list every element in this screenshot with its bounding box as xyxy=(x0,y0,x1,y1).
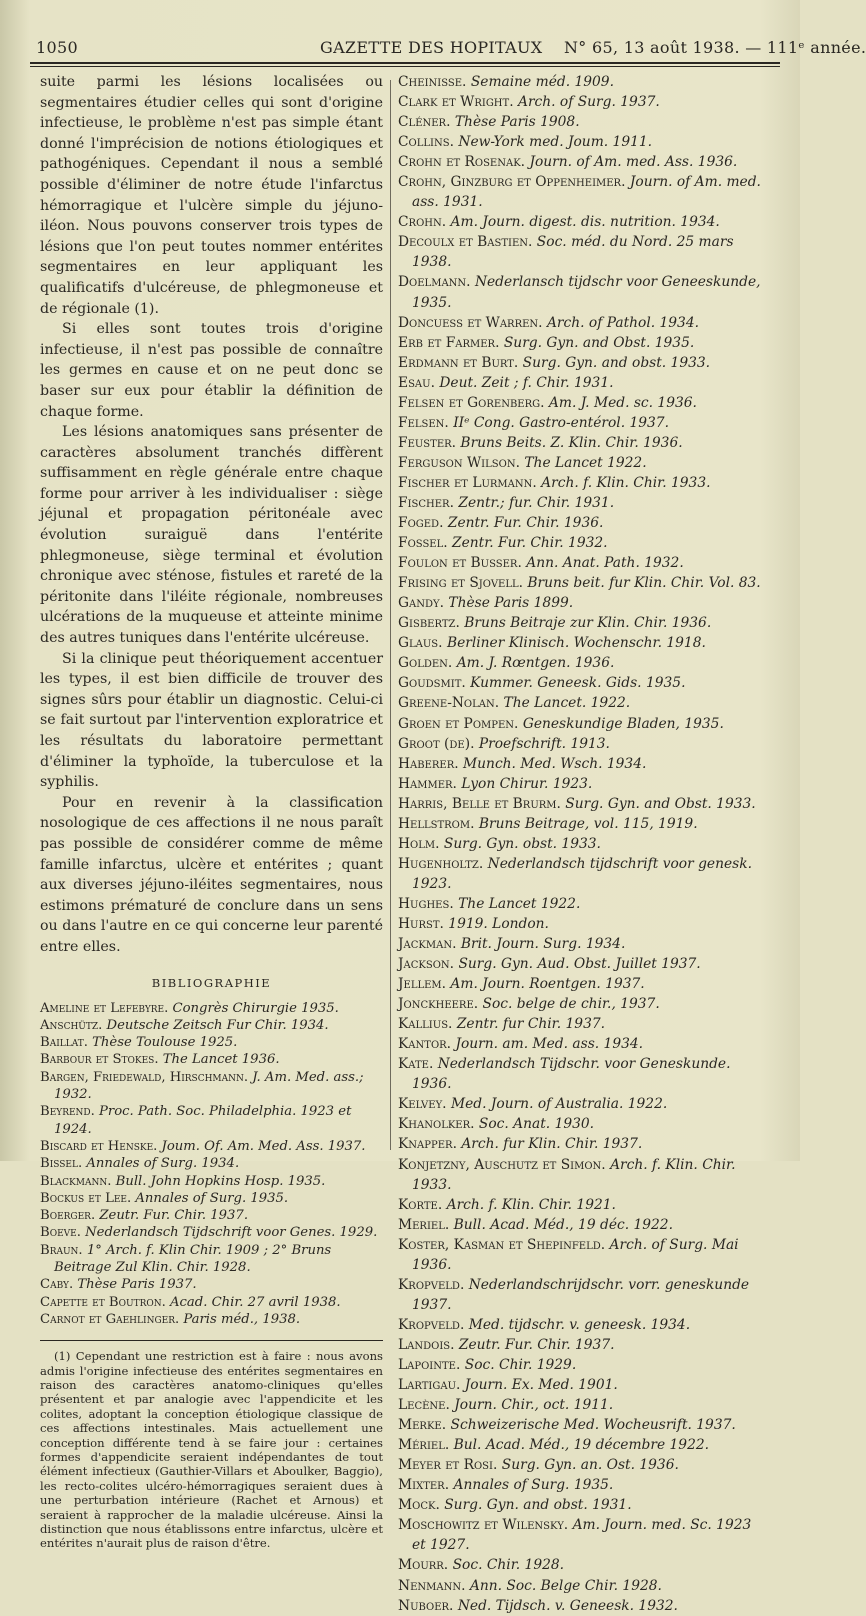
reference-entry xyxy=(398,573,768,593)
page-number: 1050 xyxy=(36,38,78,57)
reference-source: Arch. of Surg. Mai 1936. xyxy=(412,1236,739,1273)
reference-entry xyxy=(40,1294,383,1311)
reference-authors: Lecène. xyxy=(398,1397,450,1414)
reference-authors: Fossel. xyxy=(398,535,448,552)
reference-entry xyxy=(398,453,768,473)
reference-entry xyxy=(398,754,768,774)
reference-source: Surg. Gyn. Aud. Obst. Juillet 1937. xyxy=(454,956,701,973)
reference-source: Bruns Beitrage, vol. 115, 1919. xyxy=(474,815,698,832)
reference-entry xyxy=(398,132,768,152)
reference-source: Munch. Med. Wsch. 1934. xyxy=(458,755,647,772)
reference-source: Arch. of Surg. 1937. xyxy=(513,94,660,111)
reference-entry xyxy=(40,1034,383,1051)
reference-entry xyxy=(398,1094,768,1114)
reference-authors: Moschowitz et Wilensky. xyxy=(398,1517,569,1534)
reference-source: Ann. Anat. Path. 1932. xyxy=(521,555,684,572)
reference-authors: Cheinisse. xyxy=(398,74,467,90)
reference-source: J. Am. Med. ass.; 1932. xyxy=(54,1069,364,1103)
reference-source: Nederlansch tijdschr voor Geneeskunde, 1935. xyxy=(412,274,761,311)
reference-entry xyxy=(398,794,768,814)
reference-authors: Lapointe. xyxy=(398,1357,461,1373)
reference-source: Zeutr. Fur. Chir. 1937. xyxy=(95,1208,249,1224)
issue-info: N° 65, 13 août 1938. — 111ᵉ année. xyxy=(564,38,866,57)
reference-entry xyxy=(398,774,768,794)
reference-authors: Mériel. xyxy=(398,1437,450,1454)
reference-entry xyxy=(398,313,768,333)
reference-entry xyxy=(398,1134,768,1154)
reference-authors: Beyrend. xyxy=(40,1104,95,1120)
reference-entry xyxy=(398,1034,768,1054)
reference-entry xyxy=(398,693,768,713)
reference-authors: Merke. xyxy=(398,1417,447,1434)
reference-authors: Doelmann. xyxy=(398,274,471,291)
reference-entry xyxy=(398,1596,768,1616)
reference-authors: Groen et Pompen. xyxy=(398,715,519,732)
reference-authors: Clark et Wright. xyxy=(398,94,514,111)
reference-authors: Nenmann. xyxy=(398,1577,466,1594)
reference-source: Arch. f. Klin. Chir. 1933. xyxy=(536,474,711,491)
reference-source: Brit. Journ. Surg. 1934. xyxy=(456,936,626,953)
reference-source: Deutsche Zeitsch Fur Chir. 1934. xyxy=(102,1017,329,1033)
reference-entry xyxy=(398,232,768,272)
reference-entry xyxy=(40,1051,383,1068)
reference-source: Lyon Chirur. 1923. xyxy=(456,775,593,792)
body-paragraph: suite parmi les lésions localisées ou segmentaires étudier celles qui sont d'origine infectieuse, le problème n'est pas simple étant donné l'imprécision de notions étiologiques et pathogéniques. Cependant il nous a semblé possible d'éliminer de notre étude l'infarctus hémorragique et l'ulcère simple du jéjuno-iléon. Nous pouvons conserver trois types de lésions que l'on peut toutes nommer entérites segmentaires en leur appliquant les qualificatifs d'ulcéreuse, de phlegmoneuse et de régionale (1). xyxy=(40,74,383,317)
reference-authors: Feuster. xyxy=(398,434,457,451)
reference-source: Semaine méd. 1909. xyxy=(466,74,614,90)
reference-source: The Lancet 1922. xyxy=(519,454,647,471)
reference-entry xyxy=(398,954,768,974)
reference-source: Berliner Klinisch. Wochenschr. 1918. xyxy=(442,635,706,652)
reference-authors: Boeve. xyxy=(40,1225,81,1241)
reference-entry xyxy=(398,353,768,373)
body-paragraph: Si la clinique peut théoriquement accentuer les types, il est bien difficile de trouver des signes sûrs pour établir un diagnostic. Celui-ci se fait surtout par l'intervention exploratrice et les résultats du laboratoire permettant d'éliminer la typhoïde, la tuberculose et la syphilis. xyxy=(40,650,383,791)
reference-entry xyxy=(40,1242,383,1277)
reference-entry xyxy=(398,814,768,834)
reference-source: Joum. Of. Am. Med. Ass. 1937. xyxy=(157,1138,366,1154)
reference-authors: Felsen. xyxy=(398,414,449,431)
reference-entry xyxy=(398,413,768,433)
reference-authors: Erdmann et Burt. xyxy=(398,354,519,371)
reference-authors: Hurst. xyxy=(398,915,444,932)
reference-entry xyxy=(398,513,768,533)
reference-source: Ned. Tijdsch. v. Geneesk. 1932. xyxy=(453,1597,678,1614)
reference-authors: Korte. xyxy=(398,1196,443,1213)
reference-authors: Esau. xyxy=(398,374,435,391)
reference-entry xyxy=(398,1515,768,1555)
reference-source: Surg. Gyn. an. Ost. 1936. xyxy=(497,1457,679,1474)
reference-entry xyxy=(398,1114,768,1134)
bibliography-list-right xyxy=(398,72,768,1616)
column-divider xyxy=(390,80,391,1150)
reference-source: Thèse Paris 1908. xyxy=(450,114,580,131)
reference-authors: Hughes. xyxy=(398,895,454,912)
reference-source: Proefschrift. 1913. xyxy=(474,735,610,752)
reference-source: 1919. London. xyxy=(443,915,549,932)
reference-authors: Foulon et Busser. xyxy=(398,555,522,572)
reference-entry xyxy=(398,914,768,934)
reference-entry xyxy=(398,593,768,613)
reference-source: Surg. Gyn. and Obst. 1933. xyxy=(560,795,756,812)
reference-authors: Crohn et Rosenak. xyxy=(398,154,526,171)
reference-source: Surg. Gyn. and obst. 1931. xyxy=(439,1497,632,1514)
reference-source: Kummer. Geneesk. Gids. 1935. xyxy=(465,675,686,692)
reference-authors: Nuboer. xyxy=(398,1597,454,1614)
reference-authors: Kate. xyxy=(398,1056,434,1073)
reference-source: The Lancet. 1922. xyxy=(499,695,631,712)
reference-authors: Decoulx et Bastien. xyxy=(398,234,533,251)
reference-entry xyxy=(398,1475,768,1495)
reference-authors: Erb et Farmer. xyxy=(398,334,500,351)
reference-authors: Baillat. xyxy=(40,1035,88,1051)
reference-source: Bul. Acad. Méd., 19 décembre 1922. xyxy=(449,1437,710,1454)
reference-authors: Jackman. xyxy=(398,936,457,953)
reference-entry xyxy=(40,1224,383,1241)
right-column xyxy=(398,72,768,1616)
reference-authors: Anschütz. xyxy=(40,1017,103,1033)
reference-entry xyxy=(398,373,768,393)
reference-source: Bruns Beitraje zur Klin. Chir. 1936. xyxy=(459,615,712,632)
reference-entry xyxy=(40,1069,383,1104)
reference-entry xyxy=(398,272,768,312)
reference-entry xyxy=(398,92,768,112)
reference-source: Proc. Path. Soc. Philadelphia. 1923 et 1924. xyxy=(54,1104,352,1137)
reference-authors: Braun. xyxy=(40,1242,83,1258)
reference-entry xyxy=(398,854,768,894)
reference-source: Arch. f. Klin. Chir. 1921. xyxy=(442,1196,616,1213)
reference-source: Ann. Soc. Belge Chir. 1928. xyxy=(465,1577,662,1594)
reference-authors: Gisbertz. xyxy=(398,615,460,632)
reference-authors: Carnot et Gaehlinger. xyxy=(40,1311,180,1327)
reference-source: Nederlandsch Tijdschrift voor Genes. 1929. xyxy=(80,1225,378,1241)
reference-entry xyxy=(398,714,768,734)
reference-entry xyxy=(398,1275,768,1315)
reference-authors: Kropveld. xyxy=(398,1316,465,1333)
reference-entry xyxy=(40,1017,383,1034)
reference-source: Am. J. Rœntgen. 1936. xyxy=(452,655,615,672)
reference-authors: Jonckheere. xyxy=(398,996,479,1013)
reference-source: The Lancet 1936. xyxy=(158,1052,280,1068)
header-rule-thin xyxy=(30,66,780,67)
reference-authors: Doncuess et Warren. xyxy=(398,314,543,331)
reference-authors: Crohn. xyxy=(398,214,447,231)
reference-entry xyxy=(398,1555,768,1575)
reference-source: Thèse Toulouse 1925. xyxy=(87,1035,238,1051)
reference-authors: Gandy. xyxy=(398,595,444,612)
footnote-rule xyxy=(40,1340,383,1341)
reference-entry xyxy=(398,1155,768,1195)
reference-authors: Foged. xyxy=(398,515,444,532)
reference-source: Annales of Surg. 1935. xyxy=(131,1190,289,1206)
reference-entry xyxy=(398,633,768,653)
reference-source: Soc. Anat. 1930. xyxy=(474,1116,595,1133)
reference-entry xyxy=(40,1000,383,1017)
reference-source: Bruns beit. fur Klin. Chir. Vol. 83. xyxy=(523,575,761,592)
reference-source: Med. tijdschr. v. geneesk. 1934. xyxy=(464,1316,691,1333)
reference-authors: Caby. xyxy=(40,1277,74,1293)
reference-source: Arch. f. Klin. Chir. 1933. xyxy=(412,1156,736,1193)
reference-source: Soc. méd. du Nord. 25 mars 1938. xyxy=(412,234,734,271)
reference-authors: Meyer et Rosi. xyxy=(398,1457,498,1474)
reference-entry xyxy=(398,433,768,453)
reference-source: Annales of Surg. 1934. xyxy=(82,1156,240,1172)
reference-authors: Ameline et Lefebyre. xyxy=(40,1000,169,1016)
reference-source: Journ. Chir., oct. 1911. xyxy=(449,1397,614,1414)
reference-source: Surg. Gyn. and obst. 1933. xyxy=(518,354,711,371)
reference-entry xyxy=(398,533,768,553)
reference-authors: Boerger. xyxy=(40,1208,96,1224)
reference-authors: Bissel. xyxy=(40,1156,83,1172)
reference-authors: Konjetzny, Auschutz et Simon. xyxy=(398,1156,606,1173)
reference-entry xyxy=(398,1355,768,1375)
reference-entry xyxy=(40,1276,383,1293)
reference-source: Zentr. Fur. Chir. 1936. xyxy=(443,515,604,532)
journal-title: GAZETTE DES HOPITAUX xyxy=(320,38,543,57)
reference-source: Soc. Chir. 1928. xyxy=(448,1557,565,1574)
header-rule xyxy=(30,62,780,64)
reference-source: The Lancet 1922. xyxy=(453,895,581,912)
reference-authors: Kantor. xyxy=(398,1036,452,1053)
reference-authors: Greene-Nolan. xyxy=(398,695,500,712)
reference-authors: Mock. xyxy=(398,1497,440,1514)
reference-source: Journ. of Am. med. ass. 1931. xyxy=(412,174,761,211)
reference-entry xyxy=(398,1235,768,1275)
reference-source: Surg. Gyn. and Obst. 1935. xyxy=(499,334,695,351)
reference-authors: Koster, Kasman et Shepinfeld. xyxy=(398,1236,606,1253)
reference-source: Nederlandsch Tijdschr. voor Geneskunde. 1936. xyxy=(412,1056,731,1093)
reference-source: Bull. Acad. Méd., 19 déc. 1922. xyxy=(449,1216,673,1233)
reference-authors: Fischer. xyxy=(398,494,454,511)
reference-source: Zentr.; fur. Chir. 1931. xyxy=(453,494,615,511)
reference-entry xyxy=(398,1375,768,1395)
reference-source: 1° Arch. f. Klin Chir. 1909 ; 2° Bruns Beitrage Zul Klin. Chir. 1928. xyxy=(54,1242,332,1275)
reference-entry xyxy=(40,1207,383,1224)
reference-authors: Felsen et Gorenberg. xyxy=(398,394,545,411)
reference-source: Am. Journ. digest. dis. nutrition. 1934. xyxy=(446,214,720,231)
reference-entry xyxy=(398,1054,768,1094)
reference-source: Soc. belge de chir., 1937. xyxy=(478,996,660,1013)
reference-authors: Kropveld. xyxy=(398,1276,465,1293)
reference-source: Schweizerische Med. Wocheusrift. 1937. xyxy=(446,1417,736,1434)
reference-source: Bull. John Hopkins Hosp. 1935. xyxy=(111,1173,326,1189)
reference-authors: Knapper. xyxy=(398,1136,457,1153)
reference-authors: Hellstrom. xyxy=(398,815,475,832)
reference-source: Am. J. Med. sc. 1936. xyxy=(544,394,697,411)
reference-source: Deut. Zeit ; f. Chir. 1931. xyxy=(434,374,614,391)
reference-entry xyxy=(398,994,768,1014)
reference-source: Soc. Chir. 1929. xyxy=(460,1357,577,1373)
reference-authors: Golden. xyxy=(398,655,453,672)
reference-source: Zentr. fur Chir. 1937. xyxy=(452,1016,606,1033)
reference-entry xyxy=(398,673,768,693)
reference-entry xyxy=(398,653,768,673)
reference-authors: Goudsmit. xyxy=(398,675,466,692)
reference-source: Nederlandschrijdschr. vorr. geneskunde 1937. xyxy=(412,1276,750,1313)
reference-authors: Capette et Boutron. xyxy=(40,1294,166,1310)
left-column xyxy=(40,72,383,1551)
reference-authors: Haberer. xyxy=(398,755,459,772)
reference-entry xyxy=(40,1173,383,1190)
reference-authors: Ferguson Wilson. xyxy=(398,454,520,471)
reference-entry xyxy=(398,1455,768,1475)
reference-source: Arch. of Pathol. 1934. xyxy=(542,314,699,331)
reference-source: Med. Journ. of Australia. 1922. xyxy=(446,1096,668,1113)
reference-entry xyxy=(398,393,768,413)
reference-authors: Khanolker. xyxy=(398,1116,475,1133)
reference-entry xyxy=(398,1576,768,1596)
footnote: (1) Cependant une restriction est à faire : nous avons admis l'origine infectieuse des entérites segmentaires en raison des caractères anatomo-cliniques qu'elles présentent et par analogie avec l'appendicite et les colites, adoptant la conception étiologique classique de ces affections intestinales. Mais actuellement une conception différente tend à se faire jour : certaines formes d'appendicite seraient indépendantes de tout élément infectieux (Gauthier-Villars et Aboulker, Baggio), les recto-colites ulcéro-hémorragiques seraient dues à une perturbation intérieure (Rachet et Arnous) et seraient à rapprocher de la maladie ulcéreuse. Ainsi la distinction que nous établissons entre infarctus, ulcère et entérites n'aurait plus de raison d'être. xyxy=(40,1349,383,1551)
reference-authors: Kallius. xyxy=(398,1016,453,1033)
reference-authors: Crohn, Ginzburg et Oppenheimer. xyxy=(398,174,626,191)
reference-authors: Groot (de). xyxy=(398,735,475,752)
reference-source: Journ. of Am. med. Ass. 1936. xyxy=(525,154,738,171)
reference-entry xyxy=(398,1415,768,1435)
reference-entry xyxy=(398,333,768,353)
reference-authors: Barbour et Stokes. xyxy=(40,1052,159,1068)
reference-source: Bruns Beits. Z. Klin. Chir. 1936. xyxy=(456,434,683,451)
running-header xyxy=(28,38,866,64)
reference-authors: Mixter. xyxy=(398,1477,450,1494)
reference-source: Surg. Gyn. obst. 1933. xyxy=(439,835,601,852)
reference-entry xyxy=(40,1311,383,1328)
reference-entry xyxy=(398,1335,768,1355)
reference-authors: Mourr. xyxy=(398,1557,449,1574)
reference-entry xyxy=(398,72,768,92)
reference-authors: Hugenholtz. xyxy=(398,855,484,872)
reference-authors: Collins. xyxy=(398,134,454,151)
reference-authors: Harris, Belle et Brurm. xyxy=(398,795,561,812)
reference-entry xyxy=(398,112,768,132)
bibliography-list-left xyxy=(40,1000,383,1329)
reference-source: Zeutr. Fur. Chir. 1937. xyxy=(454,1336,615,1353)
reference-authors: Glaus. xyxy=(398,635,443,652)
reference-authors: Kelvey. xyxy=(398,1096,447,1113)
body-paragraph: Pour en revenir à la classification nosologique de ces affections il ne nous paraît pas possible de considérer comme de même famille infarctus, ulcère et entérites ; quant aux diverses jéjuno-iléites segmentaires, nous estimons prématuré de conclure dans un sens ou dans l'autre en ce qui concerne leur parenté entre elles. xyxy=(40,794,383,955)
reference-authors: Holm. xyxy=(398,835,440,852)
reference-source: IIᵉ Cong. Gastro-entérol. 1937. xyxy=(448,414,669,431)
body-paragraph: Si elles sont toutes trois d'origine infectieuse, il n'est pas possible de connaître les germes en cause et on ne peut donc se baser sur eux pour établir la définition de chaque forme. xyxy=(40,321,383,420)
reference-source: Journ. Ex. Med. 1901. xyxy=(460,1377,618,1394)
reference-entry xyxy=(398,894,768,914)
reference-source: Thèse Paris 1899. xyxy=(444,595,574,612)
reference-entry xyxy=(398,553,768,573)
reference-authors: Fischer et Lurmann. xyxy=(398,474,537,491)
reference-authors: Biscard et Henske. xyxy=(40,1138,158,1154)
reference-entry xyxy=(398,1495,768,1515)
reference-authors: Frising et Sjovell. xyxy=(398,575,524,592)
reference-source: Nederlandsch tijdschrift voor genesk. 1923. xyxy=(412,855,752,892)
reference-entry xyxy=(398,473,768,493)
bibliography-heading: BIBLIOGRAPHIE xyxy=(151,975,272,990)
reference-source: Arch. fur Klin. Chir. 1937. xyxy=(456,1136,643,1153)
reference-source: Am. Journ. Roentgen. 1937. xyxy=(446,976,645,993)
reference-entry xyxy=(40,1155,383,1172)
reference-entry xyxy=(40,1190,383,1207)
reference-entry xyxy=(398,834,768,854)
reference-authors: Bargen, Friedewald, Hirschmann. xyxy=(40,1069,249,1085)
reference-entry xyxy=(398,613,768,633)
reference-entry xyxy=(398,152,768,172)
reference-entry xyxy=(398,493,768,513)
reference-authors: Blackmann. xyxy=(40,1173,112,1189)
reference-authors: Meriel. xyxy=(398,1216,450,1233)
reference-entry xyxy=(398,974,768,994)
reference-authors: Jackson. xyxy=(398,956,455,973)
reference-source: Am. Journ. med. Sc. 1923 et 1927. xyxy=(412,1517,752,1554)
reference-entry xyxy=(398,1195,768,1215)
reference-authors: Lartigau. xyxy=(398,1377,461,1394)
reference-entry xyxy=(398,1315,768,1335)
reference-authors: Hammer. xyxy=(398,775,457,792)
reference-entry xyxy=(398,212,768,232)
reference-source: Journ. am. Med. ass. 1934. xyxy=(451,1036,644,1053)
reference-entry xyxy=(398,172,768,212)
reference-entry xyxy=(40,1103,383,1138)
reference-entry xyxy=(398,734,768,754)
reference-entry xyxy=(398,934,768,954)
reference-source: Geneskundige Bladen, 1935. xyxy=(518,715,724,732)
reference-source: Acad. Chir. 27 avril 1938. xyxy=(165,1294,341,1310)
reference-entry xyxy=(398,1395,768,1415)
reference-source: Annales of Surg. 1935. xyxy=(449,1477,614,1494)
reference-authors: Bockus et Lee. xyxy=(40,1190,132,1206)
reference-authors: Jellem. xyxy=(398,976,447,993)
body-paragraph: Les lésions anatomiques sans présenter de caractères absolument tranchés diffèrent suffisamment en règle générale entre chaque forme pour arriver à les individualiser : siège jéjunal et propagation péritonéale avec évolution suraiguë dans l'entérite phlegmoneuse, siège terminal et évolution chronique avec sténose, fistules et rareté de la péritonite dans l'iléite régionale, nombreuses ulcérations de la muqueuse et atteinte minime des autres tuniques dans l'entérite ulcéreuse. xyxy=(40,424,383,647)
reference-entry xyxy=(398,1014,768,1034)
reference-source: Zentr. Fur. Chir. 1932. xyxy=(447,535,608,552)
reference-entry xyxy=(398,1215,768,1235)
reference-source: Congrès Chirurgie 1935. xyxy=(168,1000,339,1016)
reference-entry xyxy=(398,1435,768,1455)
reference-authors: Landois. xyxy=(398,1336,455,1353)
reference-authors: Cléner. xyxy=(398,114,451,131)
reference-source: Paris méd., 1938. xyxy=(179,1311,301,1327)
reference-entry xyxy=(40,1138,383,1155)
reference-source: Thèse Paris 1937. xyxy=(73,1277,197,1293)
reference-source: New-York med. Joum. 1911. xyxy=(453,134,653,151)
